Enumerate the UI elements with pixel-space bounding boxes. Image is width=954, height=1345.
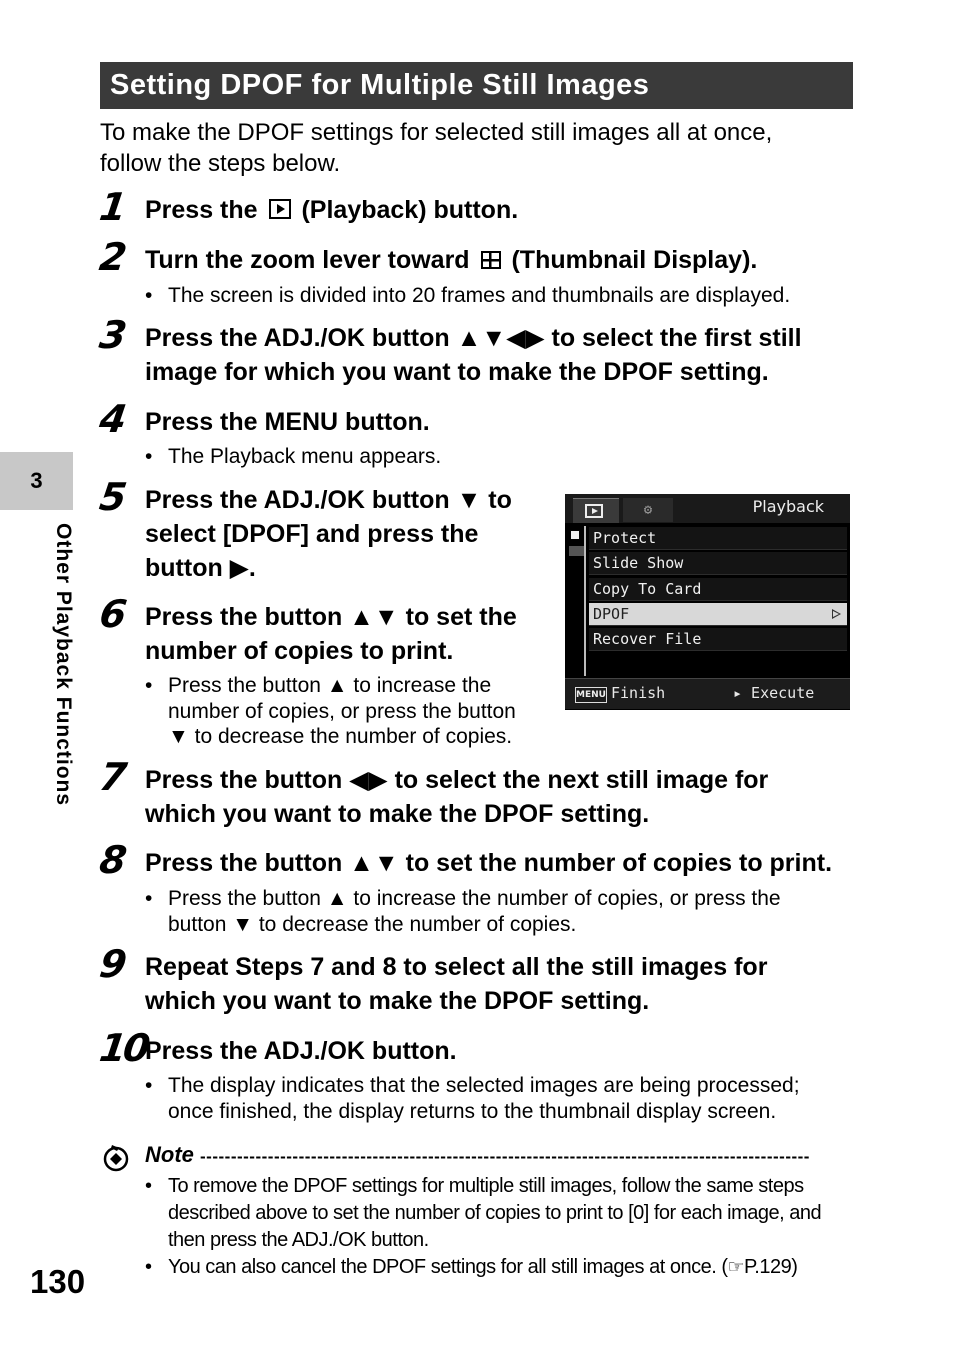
menu-item-slide-show: Slide Show [589,552,847,575]
step-line: image for which you want to make the DPOF setting. [145,358,769,386]
step-text: Press the [145,196,258,224]
step-number: 7 [96,755,127,799]
playback-icon [585,504,603,518]
chevron-right-icon [832,609,841,619]
step-line: Press the ADJ./OK button ▼ to [145,486,512,514]
step-heading [145,193,518,227]
step-number: 9 [96,942,127,986]
step-number: 10 [96,1026,150,1070]
step-heading: Press the MENU button. [145,408,430,436]
bullet-line: button ▼ to decrease the number of copies. [168,912,577,936]
step-number: 8 [96,838,127,882]
step-number: 1 [96,185,127,229]
bullet-text [168,673,516,750]
page-reference: P.129) [744,1256,798,1278]
step-heading: Press the button ▲▼ to set the number of copies to print. [145,849,833,877]
bullet-line: The display indicates that the selected images are being processed; [168,1074,800,1097]
note-item: • You can also cancel the DPOF settings for all still images at once. (☞P.129) [145,1256,798,1278]
bullet-line: once finished, the display returns to the thumbnail display screen. [168,1099,777,1123]
step-line: Press the ADJ./OK button ▲▼◀▶ to select the first still [145,324,802,352]
step-heading [145,600,517,668]
step-text: (Playback) button. [301,196,519,224]
menu-item-copy-to-card: Copy To Card [589,578,847,601]
step-number: 2 [96,235,127,279]
step-heading [145,763,768,831]
note-icon [101,1142,131,1172]
camera-footer [565,678,850,709]
page-number: 130 [30,1263,86,1300]
step-number: 6 [96,592,127,636]
camera-playback-menu-screen [565,494,850,710]
note-text: You can also cancel the DPOF settings for all still images at once. ( [168,1256,728,1278]
bullet-text [168,1073,800,1124]
step-heading [145,243,757,277]
step-number: 4 [96,397,127,441]
camera-tab-bar [565,494,850,523]
chapter-tab: 3 [0,452,73,510]
bullet-line: Press the button ▲ to increase the number of copies, or press the [168,887,781,910]
bullet-line: number of copies, or press the button [168,699,516,723]
bullet-line: ▼ to decrease the number of copies. [168,725,513,748]
menu-title: Playback [752,497,824,516]
step-line: select [DPOF] and press the [145,520,479,548]
step-line: Press the button ◀▶ to select the next still image for [145,766,769,794]
step-text: (Thumbnail Display). [511,246,758,274]
step-number: 5 [96,475,127,519]
intro-line-1: To make the DPOF settings for selected still images all at once, [100,119,773,146]
menu-item-recover-file: Recover File [589,628,847,651]
setup-tab-icon: ⚙ [623,498,673,522]
section-title: Setting DPOF for Multiple Still Images [100,62,853,109]
note-item: • To remove the DPOF settings for multiple still images, follow the same steps described above to set the number of copies to print to [0] for each image, and then press the ADJ./OK button. [145,1175,822,1251]
playback-icon [269,199,291,219]
step-number: 3 [96,313,127,357]
step-line: button ▶. [145,554,256,582]
menu-item-label: DPOF [593,605,630,623]
step-line: which you want to make the DPOF setting. [145,987,650,1015]
intro-line-2: follow the steps below. [100,150,341,177]
step-line: Repeat Steps 7 and 8 to select all the still images for [145,953,768,981]
chapter-title: Other Playback Functions [52,523,75,807]
step-heading [145,950,767,1018]
footer-finish: Finish [611,684,666,702]
intro-paragraph [100,117,860,179]
step-line: which you want to make the DPOF setting. [145,800,650,828]
step-heading [145,483,512,585]
menu-page-indicator [567,526,583,676]
menu-key-icon: MENU [575,687,607,703]
note-heading [145,1140,855,1172]
step-text: Turn the zoom lever toward [145,246,470,274]
playback-tab [573,498,619,523]
step-line: Press the button ▲▼ to set the [145,603,517,631]
note-list [145,1173,855,1281]
note-label: Note [145,1142,194,1167]
pointing-hand-icon: ☞ [727,1256,745,1278]
footer-execute: ▸ Execute [733,684,815,702]
menu-item-dpof [589,603,847,626]
bullet-line: Press the button ▲ to increase the [168,674,492,697]
step-line: number of copies to print. [145,637,454,665]
bullet-text: The screen is divided into 20 frames and thumbnails are displayed. [168,284,791,307]
thumbnail-display-icon [481,251,501,269]
step-heading [145,321,802,389]
bullet-text: The Playback menu appears. [168,445,442,468]
menu-item-protect: Protect [589,527,847,550]
step-heading: Press the ADJ./OK button. [145,1037,457,1065]
bullet-text [168,886,781,937]
note-divider: --------------------------------------------------------------------------------------------------- [200,1147,810,1166]
note-text: To remove the DPOF settings for multiple still images, follow the same steps described above to set the number of copies to print to [0] for each image, and then press the ADJ./OK button. [168,1175,822,1251]
